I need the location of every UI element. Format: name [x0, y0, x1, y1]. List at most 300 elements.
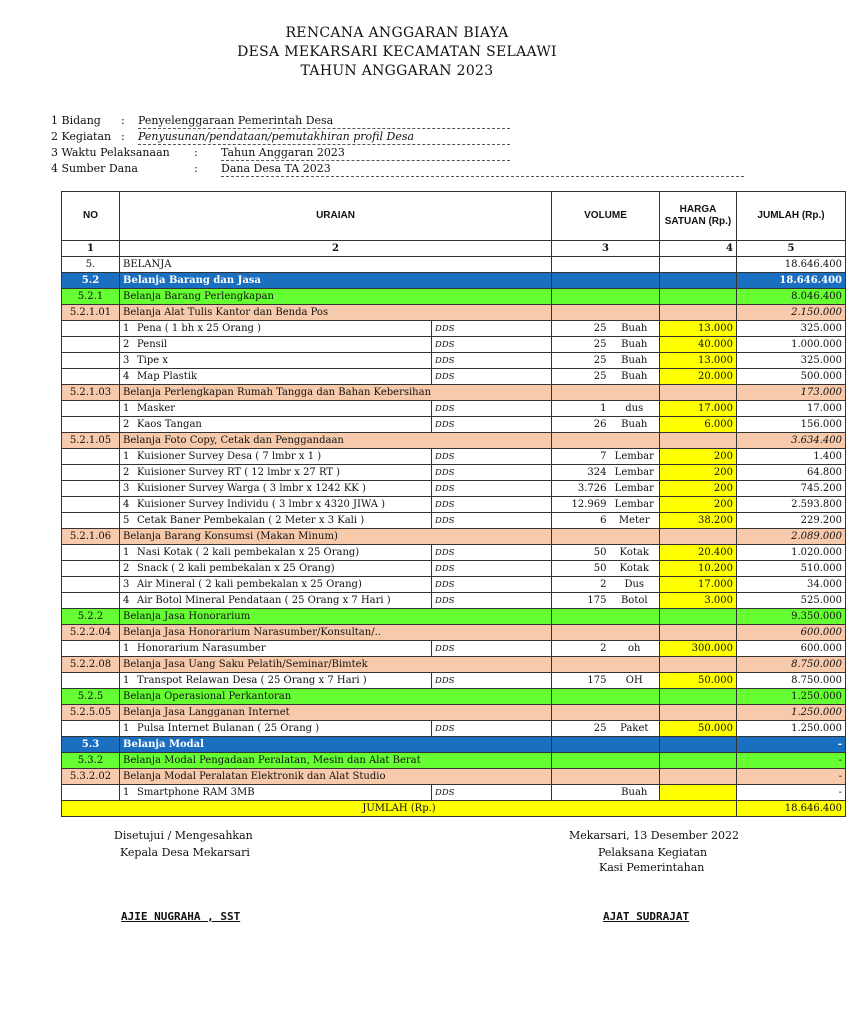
item-number: 1: [123, 722, 130, 734]
info-colon: :: [194, 162, 198, 175]
item-row: [62, 593, 846, 609]
item-amount: 8.750.000: [737, 673, 846, 689]
item-row: [62, 513, 846, 529]
tan-section-row: [62, 305, 846, 321]
info-label: 4 Sumber Dana: [51, 162, 138, 175]
account-description: Belanja Alat Tulis Kantor dan Benda Pos: [120, 305, 552, 321]
item-text: Masker: [137, 402, 176, 414]
item-quantity: 3.726: [552, 481, 610, 497]
item-quantity: 7: [552, 449, 610, 465]
item-source-code: DDS: [432, 481, 552, 497]
item-unit-price: 38.200: [660, 513, 737, 529]
col-number: 1: [62, 241, 120, 257]
item-amount: 17.000: [737, 401, 846, 417]
sig-right-date: Mekarsari, 13 Desember 2022: [569, 829, 739, 842]
volume-empty: [552, 769, 660, 785]
table-col-number-row: [62, 241, 846, 257]
account-description: Belanja Operasional Perkantoran: [120, 689, 552, 705]
item-text: Transpot Relawan Desa ( 25 Orang x 7 Hari ): [137, 674, 367, 686]
tan-section-row: [62, 769, 846, 785]
row-code-empty: [62, 577, 120, 593]
item-number: 1: [123, 322, 130, 334]
item-amount: 1.250.000: [737, 721, 846, 737]
item-row: [62, 577, 846, 593]
volume-empty: [552, 289, 660, 305]
item-quantity: 12.969: [552, 497, 610, 513]
item-unit-price: 200: [660, 465, 737, 481]
account-amount: 1.250.000: [737, 689, 846, 705]
item-description: [120, 481, 432, 497]
item-unit-price: 300.000: [660, 641, 737, 657]
col-header-volume: VOLUME: [552, 192, 660, 241]
info-colon: :: [121, 114, 125, 127]
item-unit-price: 6.000: [660, 417, 737, 433]
item-row: [62, 561, 846, 577]
account-amount: 18.646.400: [737, 257, 846, 273]
row-code-empty: [62, 465, 120, 481]
item-unit-price: 200: [660, 497, 737, 513]
blue-section-row: [62, 737, 846, 753]
item-text: Honorarium Narasumber: [137, 642, 266, 654]
item-number: 1: [123, 402, 130, 414]
item-text: Pena ( 1 bh x 25 Orang ): [137, 322, 262, 334]
item-quantity: 324: [552, 465, 610, 481]
info-value: Dana Desa TA 2023: [221, 162, 744, 177]
col-header-harga: HARGA SATUAN (Rp.): [660, 192, 737, 241]
item-unit: oh: [610, 641, 660, 657]
table-header-row: [62, 192, 846, 241]
item-text: Kuisioner Survey RT ( 12 lmbr x 27 RT ): [137, 466, 341, 478]
item-text: Snack ( 2 kali pembekalan x 25 Orang): [137, 562, 335, 574]
item-unit-price: 17.000: [660, 401, 737, 417]
price-empty: [660, 433, 737, 449]
item-description: [120, 369, 432, 385]
item-source-code: DDS: [432, 721, 552, 737]
green-section-row: [62, 289, 846, 305]
item-text: Air Botol Mineral Pendataan ( 25 Orang x 7 Hari ): [137, 594, 391, 606]
price-empty: [660, 737, 737, 753]
row-code-empty: [62, 785, 120, 801]
account-code: 5.2.2.04: [62, 625, 120, 641]
sig-right-line2: Kasi Pemerintahan: [599, 861, 705, 874]
item-amount: 1.400: [737, 449, 846, 465]
item-amount: 64.800: [737, 465, 846, 481]
col-number: 4: [660, 241, 737, 257]
row-code-empty: [62, 369, 120, 385]
item-text: Nasi Kotak ( 2 kali pembekalan x 25 Orang): [137, 546, 360, 558]
item-description: [120, 337, 432, 353]
item-source-code: DDS: [432, 561, 552, 577]
item-quantity: 6: [552, 513, 610, 529]
col-number: 5: [737, 241, 846, 257]
item-source-code: DDS: [432, 465, 552, 481]
price-empty: [660, 529, 737, 545]
volume-empty: [552, 753, 660, 769]
account-amount: 1.250.000: [737, 705, 846, 721]
price-empty: [660, 305, 737, 321]
row-code-empty: [62, 481, 120, 497]
row-code-empty: [62, 321, 120, 337]
item-unit-price: 13.000: [660, 353, 737, 369]
volume-empty: [552, 689, 660, 705]
info-value: Tahun Anggaran 2023: [221, 146, 510, 161]
item-row: [62, 353, 846, 369]
account-amount: 8.046.400: [737, 289, 846, 305]
item-unit: Kotak: [610, 545, 660, 561]
item-quantity: 50: [552, 561, 610, 577]
item-unit: Lembar: [610, 481, 660, 497]
volume-empty: [552, 657, 660, 673]
item-quantity: 2: [552, 577, 610, 593]
item-source-code: DDS: [432, 641, 552, 657]
tan-section-row: [62, 657, 846, 673]
item-text: Kuisioner Survey Warga ( 3 lmbr x 1242 KK ): [137, 482, 366, 494]
col-header-jumlah: JUMLAH (Rp.): [737, 192, 846, 241]
item-number: 5: [123, 514, 130, 526]
total-amount: 18.646.400: [737, 801, 846, 817]
item-unit-price: 50.000: [660, 721, 737, 737]
account-description: Belanja Perlengkapan Rumah Tangga dan Bahan Kebersihan: [120, 385, 552, 401]
item-amount: 2.593.800: [737, 497, 846, 513]
item-unit: Buah: [610, 321, 660, 337]
item-quantity: [552, 785, 610, 801]
item-row: [62, 465, 846, 481]
item-number: 2: [123, 562, 130, 574]
item-unit: dus: [610, 401, 660, 417]
account-description: Belanja Barang dan Jasa: [120, 273, 552, 289]
row-code-empty: [62, 641, 120, 657]
tan-section-row: [62, 625, 846, 641]
doc-title-line2: DESA MEKARSARI KECAMATAN SELAAWI: [237, 44, 557, 60]
account-amount: 18.646.400: [737, 273, 846, 289]
account-code: 5.2: [62, 273, 120, 289]
volume-empty: [552, 625, 660, 641]
item-description: [120, 641, 432, 657]
item-number: 3: [123, 354, 130, 366]
item-number: 1: [123, 786, 130, 798]
item-description: [120, 721, 432, 737]
item-quantity: 26: [552, 417, 610, 433]
price-empty: [660, 257, 737, 273]
item-source-code: DDS: [432, 785, 552, 801]
sig-left-line1: Disetujui / Mengesahkan: [114, 829, 253, 842]
account-code: 5.: [62, 257, 120, 273]
col-header-uraian: URAIAN: [120, 192, 552, 241]
item-number: 3: [123, 482, 130, 494]
item-unit: Lembar: [610, 465, 660, 481]
account-code: 5.2.1.06: [62, 529, 120, 545]
item-unit: OH: [610, 673, 660, 689]
account-amount: 8.750.000: [737, 657, 846, 673]
info-label: 1 Bidang: [51, 114, 101, 127]
item-row: [62, 337, 846, 353]
tan-section-row: [62, 385, 846, 401]
item-number: 4: [123, 370, 130, 382]
volume-empty: [552, 305, 660, 321]
item-quantity: 50: [552, 545, 610, 561]
green-section-row: [62, 609, 846, 625]
item-amount: 500.000: [737, 369, 846, 385]
item-source-code: DDS: [432, 513, 552, 529]
item-row: [62, 497, 846, 513]
row-code-empty: [62, 513, 120, 529]
item-text: Cetak Baner Pembekalan ( 2 Meter x 3 Kali ): [137, 514, 365, 526]
item-source-code: DDS: [432, 369, 552, 385]
item-amount: 745.200: [737, 481, 846, 497]
item-amount: 510.000: [737, 561, 846, 577]
item-description: [120, 321, 432, 337]
account-code: 5.2.2: [62, 609, 120, 625]
account-description: BELANJA: [120, 257, 552, 273]
green-section-row: [62, 753, 846, 769]
item-text: Pulsa Internet Bulanan ( 25 Orang ): [137, 722, 320, 734]
price-empty: [660, 753, 737, 769]
item-amount: -: [737, 785, 846, 801]
item-amount: 600.000: [737, 641, 846, 657]
col-number: 2: [120, 241, 552, 257]
item-unit: Buah: [610, 353, 660, 369]
item-unit: Buah: [610, 337, 660, 353]
item-row: [62, 545, 846, 561]
item-description: [120, 545, 432, 561]
row-code-empty: [62, 673, 120, 689]
account-description: Belanja Barang Perlengkapan: [120, 289, 552, 305]
sig-right-line1: Pelaksana Kegiatan: [598, 846, 708, 859]
row-code-empty: [62, 593, 120, 609]
doc-title-line1: RENCANA ANGGARAN BIAYA: [285, 25, 509, 41]
item-unit: Lembar: [610, 449, 660, 465]
item-unit-price: 10.200: [660, 561, 737, 577]
item-source-code: DDS: [432, 401, 552, 417]
item-number: 1: [123, 674, 130, 686]
item-row: [62, 417, 846, 433]
item-amount: 156.000: [737, 417, 846, 433]
volume-empty: [552, 433, 660, 449]
price-empty: [660, 609, 737, 625]
item-quantity: 175: [552, 673, 610, 689]
price-empty: [660, 289, 737, 305]
item-amount: 1.000.000: [737, 337, 846, 353]
item-quantity: 2: [552, 641, 610, 657]
item-source-code: DDS: [432, 417, 552, 433]
item-unit: Buah: [610, 785, 660, 801]
item-description: [120, 513, 432, 529]
item-amount: 525.000: [737, 593, 846, 609]
item-description: [120, 353, 432, 369]
item-unit-price: 3.000: [660, 593, 737, 609]
col-number: 3: [552, 241, 660, 257]
item-text: Air Mineral ( 2 kali pembekalan x 25 Orang): [137, 578, 362, 590]
item-description: [120, 561, 432, 577]
info-colon: :: [194, 146, 198, 159]
item-source-code: DDS: [432, 673, 552, 689]
account-code: 5.2.1.03: [62, 385, 120, 401]
account-amount: 3.634.400: [737, 433, 846, 449]
item-quantity: 1: [552, 401, 610, 417]
account-description: Belanja Jasa Langganan Internet: [120, 705, 552, 721]
item-number: 2: [123, 466, 130, 478]
item-amount: 229.200: [737, 513, 846, 529]
doc-title-line3: TAHUN ANGGARAN 2023: [300, 63, 494, 79]
green-section-row: [62, 689, 846, 705]
item-unit-price: 17.000: [660, 577, 737, 593]
item-text: Smartphone RAM 3MB: [137, 786, 255, 798]
info-label: 3 Waktu Pelaksanaan: [51, 146, 170, 159]
item-description: [120, 785, 432, 801]
table-total-row: [62, 801, 846, 817]
item-unit-price: 13.000: [660, 321, 737, 337]
account-amount: -: [737, 737, 846, 753]
item-quantity: 25: [552, 721, 610, 737]
item-text: Pensil: [137, 338, 168, 350]
account-row: [62, 257, 846, 273]
account-description: Belanja Barang Konsumsi (Makan Minum): [120, 529, 552, 545]
col-header-no: NO: [62, 192, 120, 241]
item-unit-price: 20.400: [660, 545, 737, 561]
row-code-empty: [62, 449, 120, 465]
item-source-code: DDS: [432, 545, 552, 561]
item-number: 2: [123, 338, 130, 350]
volume-empty: [552, 385, 660, 401]
price-empty: [660, 769, 737, 785]
item-description: [120, 449, 432, 465]
item-quantity: 25: [552, 369, 610, 385]
item-number: 3: [123, 578, 130, 590]
item-unit: Paket: [610, 721, 660, 737]
account-amount: 9.350.000: [737, 609, 846, 625]
price-empty: [660, 705, 737, 721]
item-unit-price: [660, 785, 737, 801]
account-description: Belanja Jasa Honorarium Narasumber/Konsultan/..: [120, 625, 552, 641]
item-description: [120, 401, 432, 417]
account-amount: 2.089.000: [737, 529, 846, 545]
item-description: [120, 465, 432, 481]
account-code: 5.3: [62, 737, 120, 753]
volume-empty: [552, 529, 660, 545]
item-row: [62, 321, 846, 337]
item-amount: 1.020.000: [737, 545, 846, 561]
account-description: Belanja Modal Pengadaan Peralatan, Mesin dan Alat Berat: [120, 753, 552, 769]
item-row: [62, 721, 846, 737]
item-unit: Lembar: [610, 497, 660, 513]
item-text: Tipe x: [137, 354, 169, 366]
price-empty: [660, 657, 737, 673]
account-amount: -: [737, 753, 846, 769]
account-code: 5.3.2.02: [62, 769, 120, 785]
item-description: [120, 577, 432, 593]
account-description: Belanja Jasa Uang Saku Pelatih/Seminar/Bimtek: [120, 657, 552, 673]
row-code-empty: [62, 721, 120, 737]
item-text: Kaos Tangan: [137, 418, 202, 430]
item-source-code: DDS: [432, 577, 552, 593]
price-empty: [660, 273, 737, 289]
item-description: [120, 417, 432, 433]
item-unit: Dus: [610, 577, 660, 593]
tan-section-row: [62, 529, 846, 545]
item-unit: Buah: [610, 417, 660, 433]
account-code: 5.2.1: [62, 289, 120, 305]
item-source-code: DDS: [432, 337, 552, 353]
tan-section-row: [62, 705, 846, 721]
item-row: [62, 449, 846, 465]
item-number: 1: [123, 642, 130, 654]
item-unit: Meter: [610, 513, 660, 529]
item-row: [62, 481, 846, 497]
sig-right-name: AJAT SUDRAJAT: [603, 910, 690, 923]
volume-empty: [552, 257, 660, 273]
item-source-code: DDS: [432, 353, 552, 369]
item-unit: Botol: [610, 593, 660, 609]
volume-empty: [552, 705, 660, 721]
item-row: [62, 369, 846, 385]
item-unit-price: 50.000: [660, 673, 737, 689]
item-number: 4: [123, 594, 130, 606]
item-number: 1: [123, 450, 130, 462]
account-code: 5.2.5: [62, 689, 120, 705]
item-description: [120, 593, 432, 609]
account-description: Belanja Jasa Honorarium: [120, 609, 552, 625]
item-source-code: DDS: [432, 449, 552, 465]
price-empty: [660, 689, 737, 705]
account-amount: -: [737, 769, 846, 785]
item-unit-price: 20.000: [660, 369, 737, 385]
item-row: [62, 641, 846, 657]
item-quantity: 175: [552, 593, 610, 609]
item-amount: 325.000: [737, 321, 846, 337]
item-unit-price: 40.000: [660, 337, 737, 353]
row-code-empty: [62, 401, 120, 417]
item-number: 4: [123, 498, 130, 510]
account-code: 5.2.1.01: [62, 305, 120, 321]
account-description: Belanja Modal: [120, 737, 552, 753]
account-amount: 600.000: [737, 625, 846, 641]
info-colon: :: [121, 130, 125, 143]
item-number: 2: [123, 418, 130, 430]
item-row: [62, 785, 846, 801]
row-code-empty: [62, 337, 120, 353]
item-unit: Kotak: [610, 561, 660, 577]
item-row: [62, 401, 846, 417]
sig-left-line2: Kepala Desa Mekarsari: [120, 846, 250, 859]
volume-empty: [552, 609, 660, 625]
info-value: Penyelenggaraan Pemerintah Desa: [138, 114, 510, 129]
item-unit-price: 200: [660, 449, 737, 465]
account-code: 5.2.2.08: [62, 657, 120, 673]
blue-section-row: [62, 273, 846, 289]
info-value: Penyusunan/pendataan/pemutakhiran profil Desa: [138, 130, 510, 145]
tan-section-row: [62, 433, 846, 449]
item-source-code: DDS: [432, 321, 552, 337]
item-quantity: 25: [552, 353, 610, 369]
account-description: Belanja Modal Peralatan Elektronik dan Alat Studio: [120, 769, 552, 785]
item-unit: Buah: [610, 369, 660, 385]
price-empty: [660, 385, 737, 401]
volume-empty: [552, 273, 660, 289]
item-amount: 325.000: [737, 353, 846, 369]
row-code-empty: [62, 545, 120, 561]
account-code: 5.2.5.05: [62, 705, 120, 721]
item-description: [120, 673, 432, 689]
account-code: 5.2.1.05: [62, 433, 120, 449]
row-code-empty: [62, 561, 120, 577]
item-source-code: DDS: [432, 497, 552, 513]
item-quantity: 25: [552, 321, 610, 337]
item-source-code: DDS: [432, 593, 552, 609]
budget-table: [61, 191, 846, 817]
row-code-empty: [62, 353, 120, 369]
item-row: [62, 673, 846, 689]
total-label: JUMLAH (Rp.): [62, 801, 737, 817]
